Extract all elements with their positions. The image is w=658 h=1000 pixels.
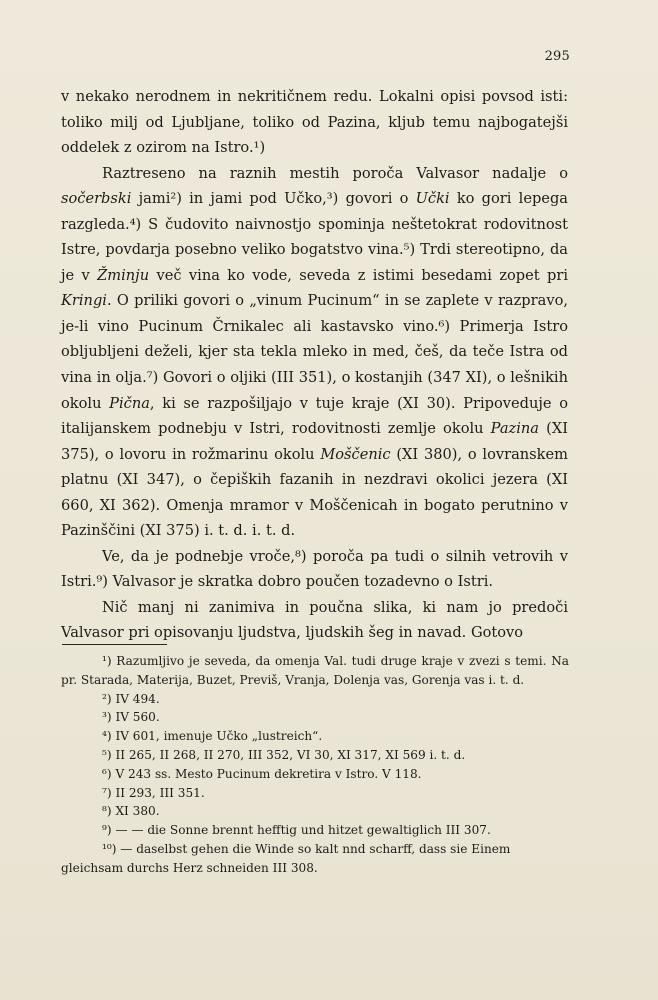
- footnote-divider: [62, 644, 167, 645]
- footnote-8-mark: ⁸): [102, 804, 112, 819]
- main-text: [61, 84, 568, 646]
- footnote-6: [61, 765, 569, 784]
- footnote-1-mark: ¹): [102, 654, 112, 668]
- paragraph-1: v nekako nerodnem in nekritičnem redu. Lokalni opisi povsod isti: toliko milj od Ljubljane, toliko od Pazina, kljub temu najbogatejši oddelek z ozirom na Istro.¹): [61, 88, 568, 157]
- footnote-8: [61, 802, 569, 821]
- footnote-10-text: — daselbst gehen die Winde so kalt nnd scharff, dass sie Einem gleichsam durchs Herz schneiden III 308.: [61, 841, 511, 875]
- footnote-1: [61, 652, 569, 690]
- footnote-4-text: IV 601, imenuje Učko „lustreich“.: [115, 729, 323, 744]
- footnote-10: [61, 840, 569, 878]
- footnote-1-text: Razumljivo je seveda, da omenja Val. tudi druge kraje v zvezi s temi. Na pr. Starada, Materija, Buzet, Previš, Vranja, Dolenja vas, Gorenja vas i. t. d.: [61, 654, 569, 687]
- footnote-5-mark: ⁵): [102, 747, 112, 762]
- page-number: 295: [544, 49, 570, 64]
- footnote-6-text: V 243 ss. Mesto Pucinum dekretira v Istro. V 118.: [115, 766, 422, 781]
- footnote-8-text: XI 380.: [115, 804, 160, 819]
- footnote-3-mark: ³): [102, 710, 112, 725]
- footnote-3-text: IV 560.: [115, 710, 160, 725]
- footnote-6-mark: ⁶): [102, 766, 112, 781]
- footnote-4-mark: ⁴): [102, 729, 112, 744]
- footnote-5-text: II 265, II 268, II 270, III 352, VI 30, XI 317, XI 569 i. t. d.: [115, 747, 466, 762]
- footnote-2: [61, 690, 569, 709]
- footnote-9-mark: ⁹): [102, 823, 112, 838]
- footnote-10-mark: ¹⁰): [102, 841, 117, 856]
- footnote-4: [61, 727, 569, 746]
- paragraph-3: Ve, da je podnebje vroče,⁸) poroča pa tudi o silnih vetrovih v Istri.⁹) Valvasor je skratka dobro poučen tozadevno o Istri.: [61, 547, 568, 591]
- footnotes: [61, 652, 569, 878]
- footnote-7: [61, 784, 569, 803]
- footnote-9-text: — — die Sonne brennt hefftig und hitzet gewaltiglich III 307.: [115, 823, 491, 838]
- footnote-9: [61, 821, 569, 840]
- footnote-2-mark: ²): [102, 691, 112, 706]
- footnote-7-text: II 293, III 351.: [115, 785, 205, 800]
- paragraph-4: Nič manj ni zanimiva in poučna slika, ki nam jo predoči Valvasor pri opisovanju ljudstva, ljudskih šeg in navad. Gotovo: [61, 598, 568, 642]
- footnote-3: [61, 708, 569, 727]
- footnote-2-text: IV 494.: [115, 691, 160, 706]
- paragraph-2: Raztreseno na raznih mestih poroča Valvasor nadalje o sočerbski jami²) in jami pod Učko,³) govori o Učki ko gori lepega razgleda.⁴) S čudovito naivnostjo spominja neštetokrat rodovitnost Istre, povdarja posebno veliko bogatstvo vina.⁵) Trdi stereotipno, da je v Žminju več vina ko vode, seveda z istimi besedami zopet pri Kringi. O priliki govori o „vinum Pucinum“ in se zaplete v razpravo, je-li vino Pucinum Črnikalec ali kastavsko vino.⁶) Primerja Istro obljubljeni deželi, kjer sta tekla mleko in med, češ, da teče Istra od vina in olja.⁷) Govori o oljiki (III 351), o kostanjih (347 XI), o lešnikih okolu Pična, ki se razpošiljajo v tuje kraje (XI 30). Pripoveduje o italijanskem podnebju v Istri, rodovitnosti zemlje okolu Pazina (XI 375), o lovoru in rožmarinu okolu Moščenic (XI 380), o lovranskem platnu (XI 347), o čepiških fazanih in nezdravi okolici jezera (XI 660, XI 362). Omenja mramor v Moščenicah in bogato perutnino v Pazinščini (XI 375) i. t. d. i. t. d.: [61, 164, 569, 540]
- footnote-5: [61, 746, 569, 765]
- footnote-7-mark: ⁷): [102, 785, 112, 800]
